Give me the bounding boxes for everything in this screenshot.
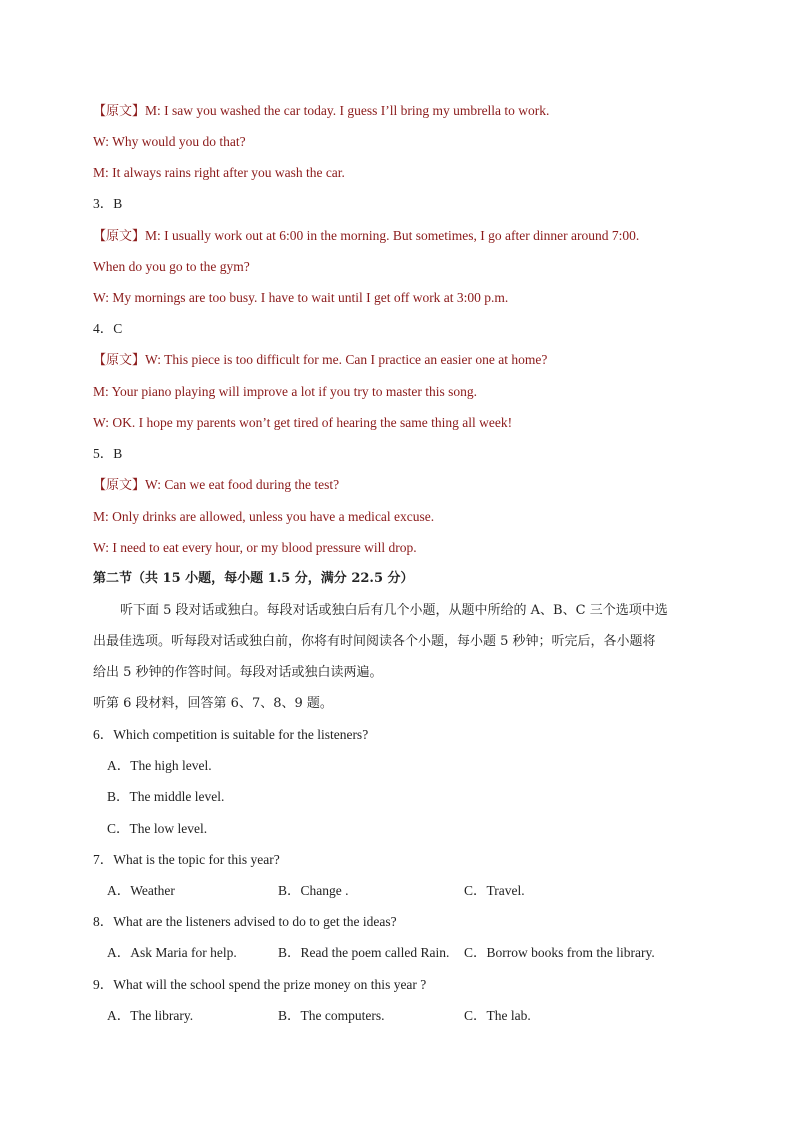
transcript-tag: 【原文】 [93, 229, 146, 244]
option-c: C．Travel. [464, 883, 525, 898]
option-a: A．The library. [107, 1008, 194, 1023]
transcript-line: 【原文】M: I saw you washed the car today. I guess I’ll bring my umbrella to work. [93, 103, 550, 119]
question-stem: 8．What are the listeners advised to do to get the ideas? [93, 914, 397, 929]
transcript-tag: 【原文】 [93, 478, 146, 493]
transcript-line: M: It always rains right after you wash the car. [93, 165, 345, 180]
option-a: A．The high level. [107, 758, 212, 773]
option-b: B．Change . [278, 883, 349, 898]
option-b: B．The computers. [278, 1008, 385, 1023]
option-a: A．Ask Maria for help. [107, 945, 237, 960]
instruction-paragraph: 听下面 5 段对话或独白。每段对话或独白后有几个小题，从题中所给的 A、B、C 三个选项中选 [120, 603, 668, 618]
transcript-line: W: My mornings are too busy. I have to wait until I get off work at 3:00 p.m. [93, 290, 509, 305]
option-b: B．Read the poem called Rain. [278, 945, 450, 960]
option-a: A．Weather [107, 883, 175, 898]
question-stem: 6．Which competition is suitable for the listeners? [93, 727, 369, 742]
question-stem: 7．What is the topic for this year? [93, 852, 280, 867]
transcript-line: W: Why would you do that? [93, 134, 246, 149]
transcript-line: When do you go to the gym? [93, 259, 250, 274]
question-stem: 9．What will the school spend the prize money on this year ? [93, 977, 427, 992]
section-heading: 第二节（共 15 小题，每小题 1.5 分，满分 22.5 分） [93, 571, 414, 586]
transcript-line: M: Only drinks are allowed, unless you have a medical excuse. [93, 509, 435, 524]
transcript-line: W: OK. I hope my parents won’t get tired of hearing the same thing all week! [93, 415, 513, 430]
option-c: C．The lab. [464, 1008, 531, 1023]
instruction-paragraph: 听第 6 段材料，回答第 6、7、8、9 题。 [93, 696, 333, 711]
transcript-line: 【原文】M: I usually work out at 6:00 in the morning. But sometimes, I go after dinner around 7:00. [93, 228, 640, 244]
instruction-paragraph: 给出 5 秒钟的作答时间。每段对话或独白读两遍。 [93, 665, 383, 680]
option-c: C．The low level. [107, 821, 208, 836]
transcript-line: M: Your piano playing will improve a lot if you try to master this song. [93, 384, 477, 399]
answer-label: 5．B [93, 446, 123, 461]
transcript-line: 【原文】W: Can we eat food during the test? [93, 477, 340, 493]
instruction-paragraph: 出最佳选项。听每段对话或独白前，你将有时间阅读各个小题，每小题 5 秒钟；听完后，各小题将 [93, 634, 656, 649]
answer-label: 3．B [93, 196, 123, 211]
transcript-tag: 【原文】 [93, 104, 146, 119]
option-b: B．The middle level. [107, 789, 225, 804]
transcript-line: W: I need to eat every hour, or my blood pressure will drop. [93, 540, 417, 555]
transcript-tag: 【原文】 [93, 353, 146, 368]
answer-label: 4．C [93, 321, 123, 336]
transcript-line: 【原文】W: This piece is too difficult for me. Can I practice an easier one at home? [93, 352, 548, 368]
option-c: C．Borrow books from the library. [464, 945, 655, 960]
